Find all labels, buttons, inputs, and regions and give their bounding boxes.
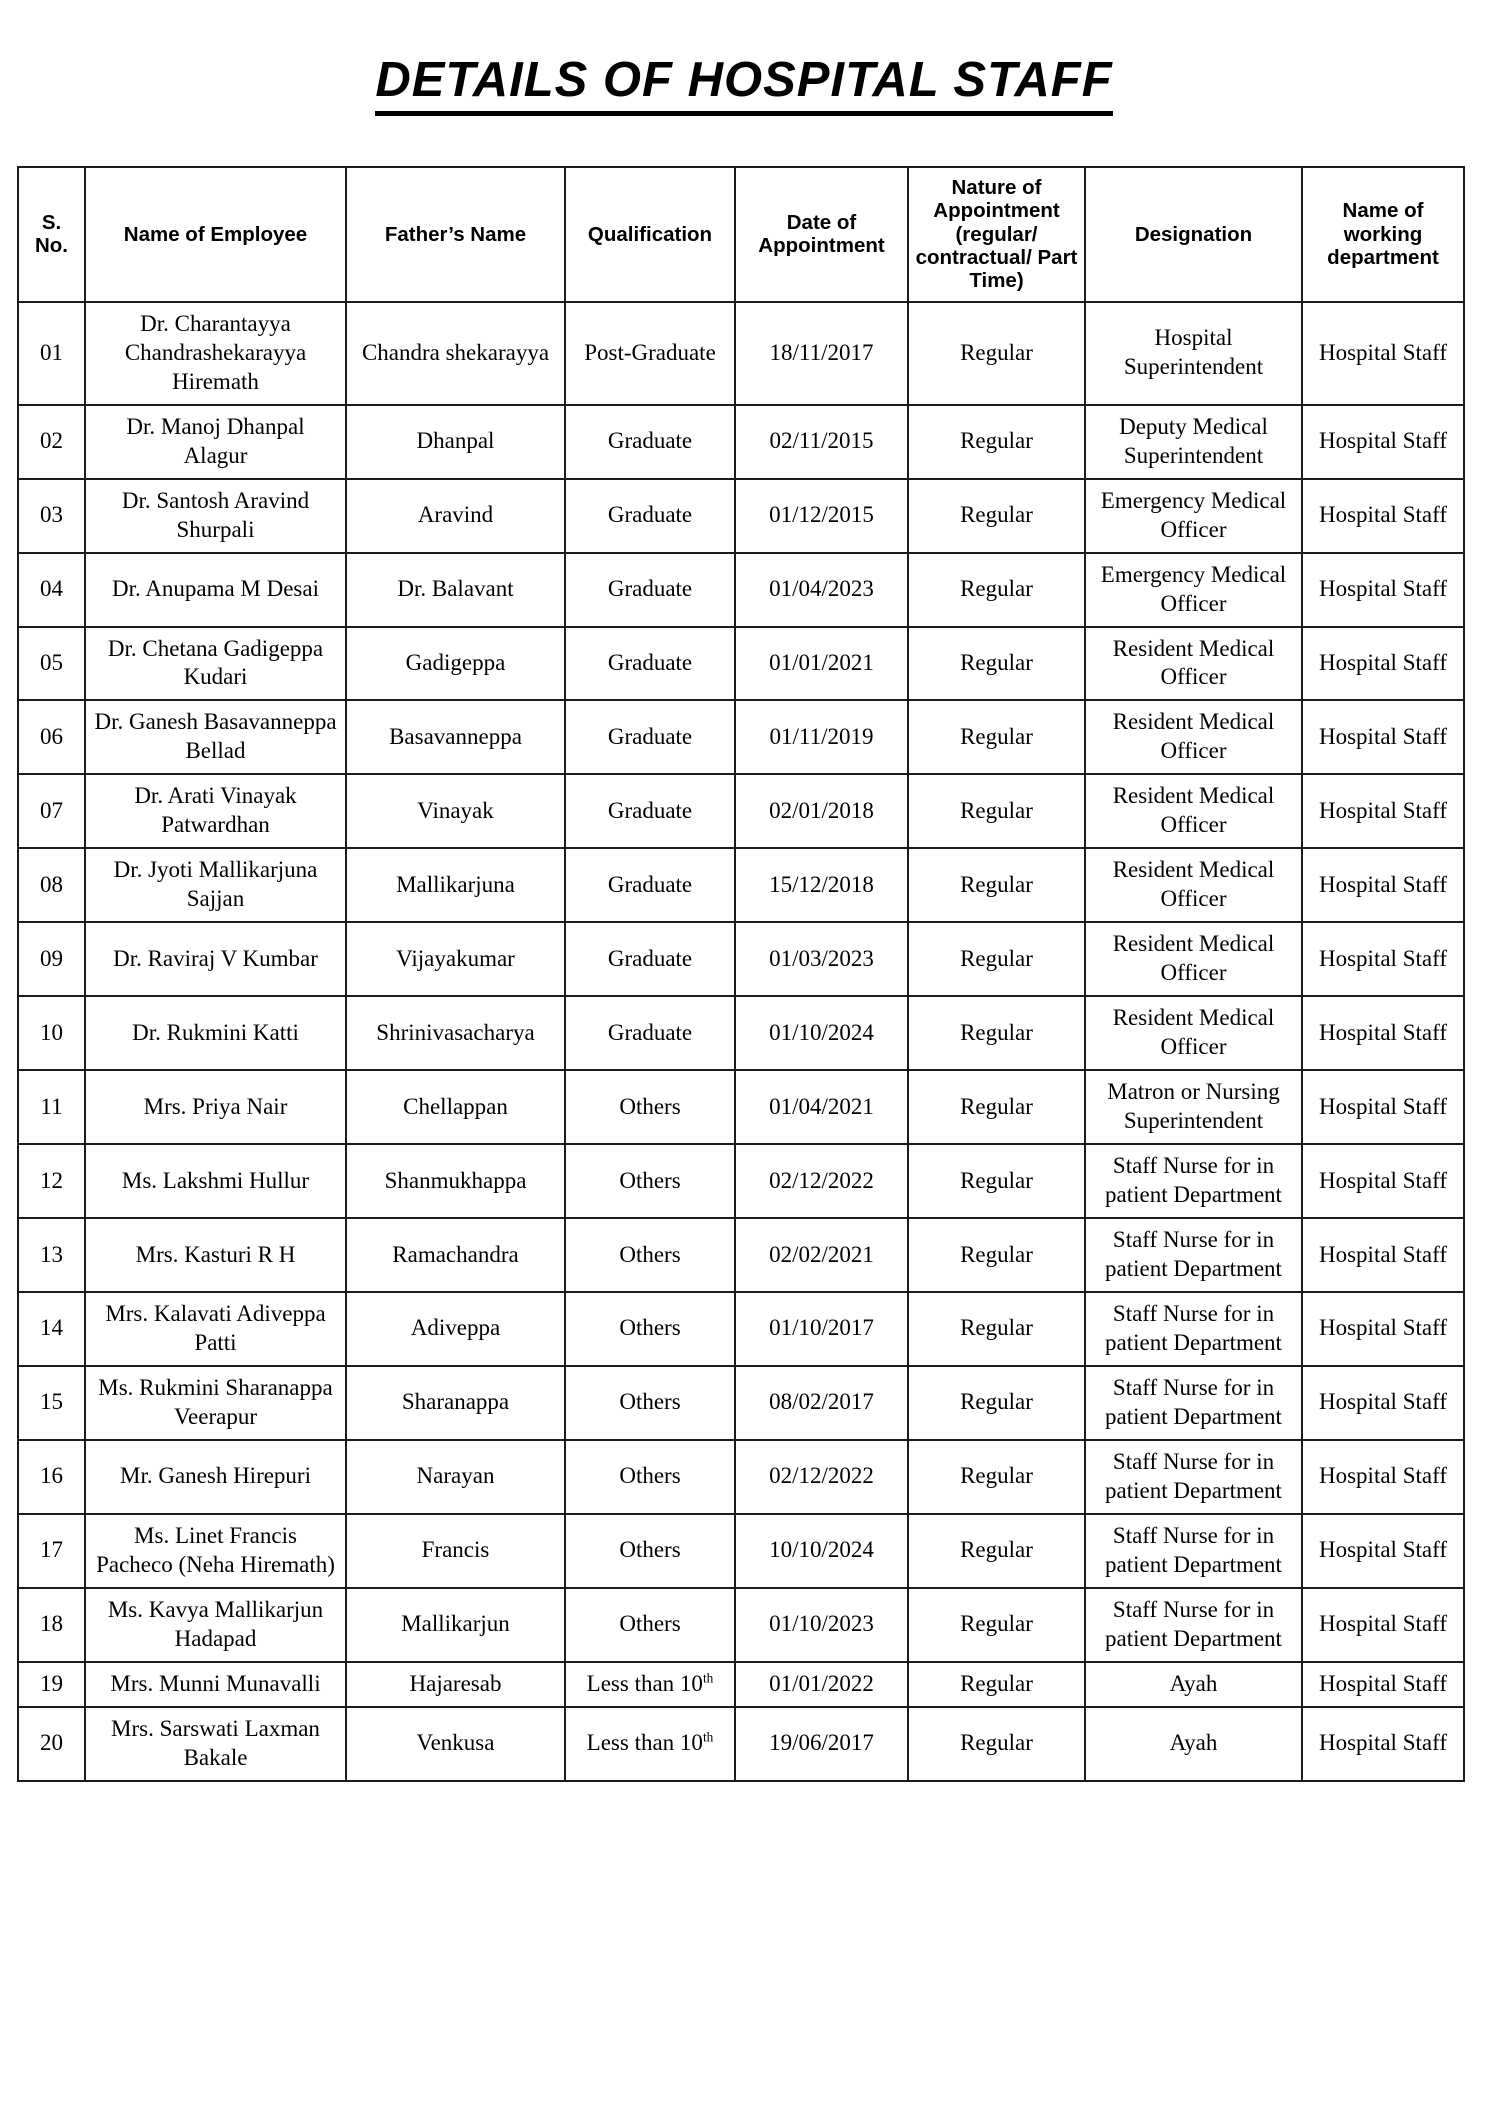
cell-father: Gadigeppa — [346, 627, 565, 701]
table-row — [18, 700, 1464, 774]
cell-sno: 18 — [18, 1588, 85, 1662]
cell-date: 01/10/2024 — [735, 996, 908, 1070]
cell-sno: 12 — [18, 1144, 85, 1218]
cell-name: Dr. Chetana Gadigeppa Kudari — [85, 627, 346, 701]
cell-department: Hospital Staff — [1302, 1662, 1464, 1707]
cell-qualification: Others — [565, 1588, 735, 1662]
cell-name: Dr. Manoj Dhanpal Alagur — [85, 405, 346, 479]
cell-name: Dr. Jyoti Mallikarjuna Sajjan — [85, 848, 346, 922]
cell-name: Ms. Linet Francis Pacheco (Neha Hiremath) — [85, 1514, 346, 1588]
cell-nature: Regular — [908, 627, 1085, 701]
cell-date: 10/10/2024 — [735, 1514, 908, 1588]
cell-department: Hospital Staff — [1302, 774, 1464, 848]
cell-sno: 20 — [18, 1707, 85, 1781]
cell-nature: Regular — [908, 848, 1085, 922]
cell-nature: Regular — [908, 479, 1085, 553]
column-header-name: Name of Employee — [85, 167, 346, 302]
cell-nature: Regular — [908, 1292, 1085, 1366]
cell-father: Dr. Balavant — [346, 553, 565, 627]
cell-date: 08/02/2017 — [735, 1366, 908, 1440]
column-header-sno: S. No. — [18, 167, 85, 302]
cell-department: Hospital Staff — [1302, 848, 1464, 922]
cell-designation: Staff Nurse for in patient Department — [1085, 1292, 1302, 1366]
table-row — [18, 479, 1464, 553]
cell-nature: Regular — [908, 405, 1085, 479]
cell-nature: Regular — [908, 996, 1085, 1070]
cell-name: Dr. Charantayya Chandrashekarayya Hiremath — [85, 302, 346, 405]
cell-father: Shanmukhappa — [346, 1144, 565, 1218]
cell-qualification: Graduate — [565, 479, 735, 553]
cell-sno: 05 — [18, 627, 85, 701]
cell-department: Hospital Staff — [1302, 700, 1464, 774]
cell-date: 02/02/2021 — [735, 1218, 908, 1292]
cell-nature: Regular — [908, 922, 1085, 996]
cell-name: Mrs. Priya Nair — [85, 1070, 346, 1144]
cell-name: Dr. Anupama M Desai — [85, 553, 346, 627]
cell-qualification: Less than 10th — [565, 1707, 735, 1781]
table-row — [18, 302, 1464, 405]
cell-department: Hospital Staff — [1302, 996, 1464, 1070]
cell-designation: Staff Nurse for in patient Department — [1085, 1144, 1302, 1218]
cell-name: Ms. Kavya Mallikarjun Hadapad — [85, 1588, 346, 1662]
cell-father: Dhanpal — [346, 405, 565, 479]
cell-department: Hospital Staff — [1302, 627, 1464, 701]
cell-date: 01/10/2017 — [735, 1292, 908, 1366]
cell-designation: Hospital Superintendent — [1085, 302, 1302, 405]
cell-qualification: Less than 10th — [565, 1662, 735, 1707]
cell-designation: Deputy Medical Superintendent — [1085, 405, 1302, 479]
cell-qualification: Others — [565, 1440, 735, 1514]
cell-date: 01/01/2021 — [735, 627, 908, 701]
cell-sno: 02 — [18, 405, 85, 479]
cell-department: Hospital Staff — [1302, 553, 1464, 627]
cell-date: 18/11/2017 — [735, 302, 908, 405]
table-row — [18, 1707, 1464, 1781]
table-row — [18, 848, 1464, 922]
cell-name: Ms. Rukmini Sharanappa Veerapur — [85, 1366, 346, 1440]
cell-father: Mallikarjun — [346, 1588, 565, 1662]
staff-table — [17, 166, 1465, 1782]
cell-qualification: Post-Graduate — [565, 302, 735, 405]
table-row — [18, 1514, 1464, 1588]
cell-nature: Regular — [908, 700, 1085, 774]
cell-designation: Ayah — [1085, 1707, 1302, 1781]
cell-sno: 15 — [18, 1366, 85, 1440]
cell-date: 02/01/2018 — [735, 774, 908, 848]
cell-department: Hospital Staff — [1302, 1440, 1464, 1514]
page-title: DETAILS OF HOSPITAL STAFF — [375, 52, 1112, 116]
cell-designation: Staff Nurse for in patient Department — [1085, 1218, 1302, 1292]
cell-father: Shrinivasacharya — [346, 996, 565, 1070]
table-row — [18, 1440, 1464, 1514]
cell-nature: Regular — [908, 1588, 1085, 1662]
cell-sno: 17 — [18, 1514, 85, 1588]
cell-nature: Regular — [908, 1366, 1085, 1440]
cell-date: 02/12/2022 — [735, 1144, 908, 1218]
cell-qualification: Others — [565, 1070, 735, 1144]
cell-name: Dr. Santosh Aravind Shurpali — [85, 479, 346, 553]
cell-department: Hospital Staff — [1302, 1514, 1464, 1588]
cell-department: Hospital Staff — [1302, 1070, 1464, 1144]
cell-designation: Resident Medical Officer — [1085, 774, 1302, 848]
cell-department: Hospital Staff — [1302, 922, 1464, 996]
cell-qualification: Graduate — [565, 700, 735, 774]
cell-date: 01/11/2019 — [735, 700, 908, 774]
cell-nature: Regular — [908, 1707, 1085, 1781]
cell-department: Hospital Staff — [1302, 1588, 1464, 1662]
cell-sno: 10 — [18, 996, 85, 1070]
cell-father: Vijayakumar — [346, 922, 565, 996]
cell-designation: Resident Medical Officer — [1085, 627, 1302, 701]
column-header-date: Date of Appointment — [735, 167, 908, 302]
table-row — [18, 1588, 1464, 1662]
cell-qualification: Graduate — [565, 627, 735, 701]
cell-date: 02/12/2022 — [735, 1440, 908, 1514]
table-row — [18, 405, 1464, 479]
cell-department: Hospital Staff — [1302, 479, 1464, 553]
cell-name: Mrs. Kalavati Adiveppa Patti — [85, 1292, 346, 1366]
cell-date: 01/10/2023 — [735, 1588, 908, 1662]
cell-name: Mrs. Sarswati Laxman Bakale — [85, 1707, 346, 1781]
cell-qualification: Graduate — [565, 405, 735, 479]
cell-qualification: Graduate — [565, 922, 735, 996]
table-row — [18, 627, 1464, 701]
cell-designation: Resident Medical Officer — [1085, 700, 1302, 774]
cell-date: 15/12/2018 — [735, 848, 908, 922]
table-row — [18, 1662, 1464, 1707]
cell-father: Basavanneppa — [346, 700, 565, 774]
table-row — [18, 996, 1464, 1070]
cell-father: Mallikarjuna — [346, 848, 565, 922]
cell-designation: Ayah — [1085, 1662, 1302, 1707]
cell-date: 01/12/2015 — [735, 479, 908, 553]
cell-nature: Regular — [908, 1144, 1085, 1218]
table-row — [18, 1144, 1464, 1218]
cell-father: Narayan — [346, 1440, 565, 1514]
cell-sno: 06 — [18, 700, 85, 774]
cell-department: Hospital Staff — [1302, 1292, 1464, 1366]
column-header-department: Name of working department — [1302, 167, 1464, 302]
column-header-nature: Nature of Appointment (regular/ contractual/ Part Time) — [908, 167, 1085, 302]
cell-sno: 11 — [18, 1070, 85, 1144]
staff-table-body — [18, 302, 1464, 1781]
cell-nature: Regular — [908, 1218, 1085, 1292]
cell-designation: Resident Medical Officer — [1085, 996, 1302, 1070]
cell-nature: Regular — [908, 1070, 1085, 1144]
cell-qualification: Others — [565, 1144, 735, 1218]
cell-sno: 14 — [18, 1292, 85, 1366]
cell-date: 01/04/2023 — [735, 553, 908, 627]
cell-date: 02/11/2015 — [735, 405, 908, 479]
cell-nature: Regular — [908, 774, 1085, 848]
cell-designation: Resident Medical Officer — [1085, 848, 1302, 922]
table-row — [18, 1218, 1464, 1292]
cell-date: 01/03/2023 — [735, 922, 908, 996]
cell-designation: Staff Nurse for in patient Department — [1085, 1514, 1302, 1588]
cell-nature: Regular — [908, 1662, 1085, 1707]
cell-nature: Regular — [908, 302, 1085, 405]
cell-name: Dr. Ganesh Basavanneppa Bellad — [85, 700, 346, 774]
cell-designation: Resident Medical Officer — [1085, 922, 1302, 996]
cell-designation: Staff Nurse for in patient Department — [1085, 1366, 1302, 1440]
column-header-father: Father’s Name — [346, 167, 565, 302]
cell-qualification: Others — [565, 1366, 735, 1440]
table-row — [18, 1292, 1464, 1366]
cell-department: Hospital Staff — [1302, 1218, 1464, 1292]
column-header-designation: Designation — [1085, 167, 1302, 302]
cell-sno: 16 — [18, 1440, 85, 1514]
cell-father: Vinayak — [346, 774, 565, 848]
cell-name: Dr. Raviraj V Kumbar — [85, 922, 346, 996]
cell-sno: 09 — [18, 922, 85, 996]
cell-qualification: Graduate — [565, 996, 735, 1070]
cell-qualification: Others — [565, 1514, 735, 1588]
table-row — [18, 922, 1464, 996]
cell-name: Ms. Lakshmi Hullur — [85, 1144, 346, 1218]
cell-sno: 01 — [18, 302, 85, 405]
cell-qualification: Graduate — [565, 553, 735, 627]
cell-designation: Staff Nurse for in patient Department — [1085, 1588, 1302, 1662]
cell-date: 19/06/2017 — [735, 1707, 908, 1781]
cell-nature: Regular — [908, 1514, 1085, 1588]
cell-father: Ramachandra — [346, 1218, 565, 1292]
cell-department: Hospital Staff — [1302, 1144, 1464, 1218]
cell-nature: Regular — [908, 1440, 1085, 1514]
cell-date: 01/04/2021 — [735, 1070, 908, 1144]
cell-qualification: Others — [565, 1292, 735, 1366]
cell-sno: 07 — [18, 774, 85, 848]
title-area — [0, 0, 1488, 116]
cell-father: Chandra shekarayya — [346, 302, 565, 405]
cell-nature: Regular — [908, 553, 1085, 627]
table-row — [18, 1070, 1464, 1144]
cell-department: Hospital Staff — [1302, 405, 1464, 479]
cell-sno: 03 — [18, 479, 85, 553]
staff-table-header — [18, 167, 1464, 302]
table-row — [18, 553, 1464, 627]
cell-date: 01/01/2022 — [735, 1662, 908, 1707]
cell-sno: 04 — [18, 553, 85, 627]
cell-qualification: Graduate — [565, 848, 735, 922]
cell-father: Chellappan — [346, 1070, 565, 1144]
cell-father: Hajaresab — [346, 1662, 565, 1707]
cell-name: Mrs. Kasturi R H — [85, 1218, 346, 1292]
cell-father: Francis — [346, 1514, 565, 1588]
cell-name: Mr. Ganesh Hirepuri — [85, 1440, 346, 1514]
cell-name: Dr. Rukmini Katti — [85, 996, 346, 1070]
cell-department: Hospital Staff — [1302, 302, 1464, 405]
cell-father: Sharanappa — [346, 1366, 565, 1440]
cell-father: Aravind — [346, 479, 565, 553]
cell-designation: Emergency Medical Officer — [1085, 479, 1302, 553]
cell-designation: Emergency Medical Officer — [1085, 553, 1302, 627]
header-row — [18, 167, 1464, 302]
cell-name: Dr. Arati Vinayak Patwardhan — [85, 774, 346, 848]
cell-sno: 13 — [18, 1218, 85, 1292]
table-row — [18, 774, 1464, 848]
cell-sno: 19 — [18, 1662, 85, 1707]
cell-father: Venkusa — [346, 1707, 565, 1781]
cell-qualification: Others — [565, 1218, 735, 1292]
cell-department: Hospital Staff — [1302, 1707, 1464, 1781]
cell-designation: Staff Nurse for in patient Department — [1085, 1440, 1302, 1514]
cell-designation: Matron or Nursing Superintendent — [1085, 1070, 1302, 1144]
cell-name: Mrs. Munni Munavalli — [85, 1662, 346, 1707]
cell-father: Adiveppa — [346, 1292, 565, 1366]
table-row — [18, 1366, 1464, 1440]
cell-department: Hospital Staff — [1302, 1366, 1464, 1440]
cell-sno: 08 — [18, 848, 85, 922]
cell-qualification: Graduate — [565, 774, 735, 848]
column-header-qualification: Qualification — [565, 167, 735, 302]
